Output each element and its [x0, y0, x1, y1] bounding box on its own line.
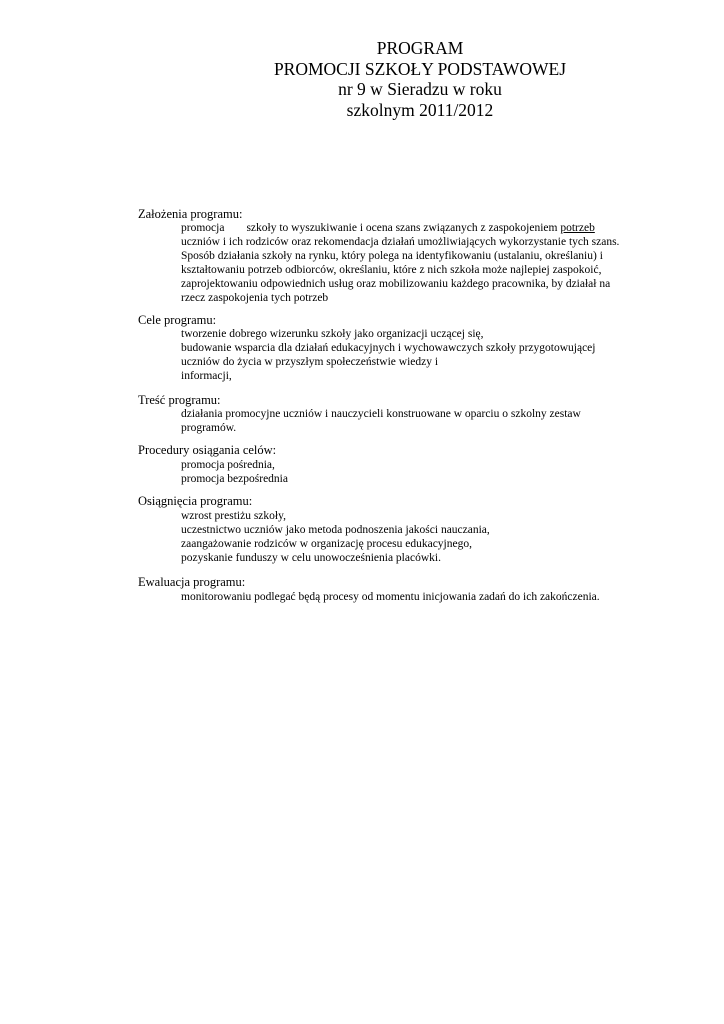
title-line: PROMOCJI SZKOŁY PODSTAWOWEJ — [273, 58, 567, 79]
section-heading-ewaluacja: Ewaluacja programu: — [138, 575, 246, 589]
section-heading-cele: Cele programu: — [138, 313, 217, 327]
paragraph-line: zaprojektowaniu odpowiednich usług oraz mobilizowaniu każdego pracownika, by działał na — [181, 278, 611, 290]
list-item: wzrost prestiżu szkoły, — [181, 510, 286, 522]
paragraph-line: rzecz zaspokojenia tych potrzeb — [181, 292, 329, 304]
title-line: szkolnym 2011/2012 — [346, 99, 494, 120]
section-heading-osiagniecia: Osiągnięcia programu: — [138, 494, 253, 508]
section-body-osiagniecia — [181, 509, 651, 565]
paragraph-line: Sposób działania szkoły na rynku, który polega na identyfikowaniu (ustalaniu, określaniu) i — [181, 250, 603, 262]
section-body-cele — [181, 327, 651, 383]
title-line: nr 9 w Sieradzu w roku — [338, 79, 502, 99]
list-item: tworzenie dobrego wizerunku szkoły jako organizacji uczącej się, — [181, 328, 484, 340]
list-item: budowanie wsparcia dla działań edukacyjnych i wychowawczych szkoły przygotowującej — [181, 342, 596, 354]
list-item: promocja pośrednia, — [181, 459, 275, 471]
list-item: zaangażowanie rodziców w organizację procesu edukacyjnego, — [181, 538, 472, 550]
list-item: uczestnictwo uczniów jako metoda podnoszenia jakości nauczania, — [181, 524, 490, 536]
paragraph-line: kształtowaniu potrzeb odbiorców, określaniu, które z nich szkoła może najlepiej zaspokoić, — [181, 264, 602, 276]
document-title — [180, 38, 660, 120]
underlined-word: potrzeb — [560, 222, 595, 234]
text-fragment: promocja — [181, 222, 225, 234]
section-heading-procedury: Procedury osiągania celów: — [138, 443, 277, 457]
section-body-zalozenia — [181, 221, 651, 305]
list-item: informacji, — [181, 370, 232, 382]
section-body-ewaluacja — [181, 590, 651, 604]
section-heading-tresc: Treść programu: — [138, 393, 221, 407]
list-item: działania promocyjne uczniów i nauczycieli konstruowane w oparciu o szkolny zestaw — [181, 408, 581, 420]
list-item: promocja bezpośrednia — [181, 473, 288, 485]
section-body-procedury — [181, 458, 651, 486]
list-item: monitorowaniu podlegać będą procesy od momentu inicjowania zadań do ich zakończenia. — [181, 591, 600, 603]
section-body-tresc — [181, 407, 651, 435]
title-line: PROGRAM — [376, 38, 464, 58]
section-heading-zalozenia: Założenia programu: — [138, 207, 243, 221]
paragraph-line — [181, 221, 651, 235]
list-item: programów. — [181, 422, 237, 434]
text-fragment: szkoły to wyszukiwanie i ocena szans związanych z zaspokojeniem — [246, 222, 558, 234]
paragraph-line: uczniów i ich rodziców oraz rekomendacja działań umożliwiających wykorzystanie tych szans. — [181, 236, 620, 248]
list-item: uczniów do życia w przyszłym społeczeństwie wiedzy i — [181, 356, 439, 368]
list-item: pozyskanie funduszy w celu unowocześnienia placówki. — [181, 552, 441, 564]
